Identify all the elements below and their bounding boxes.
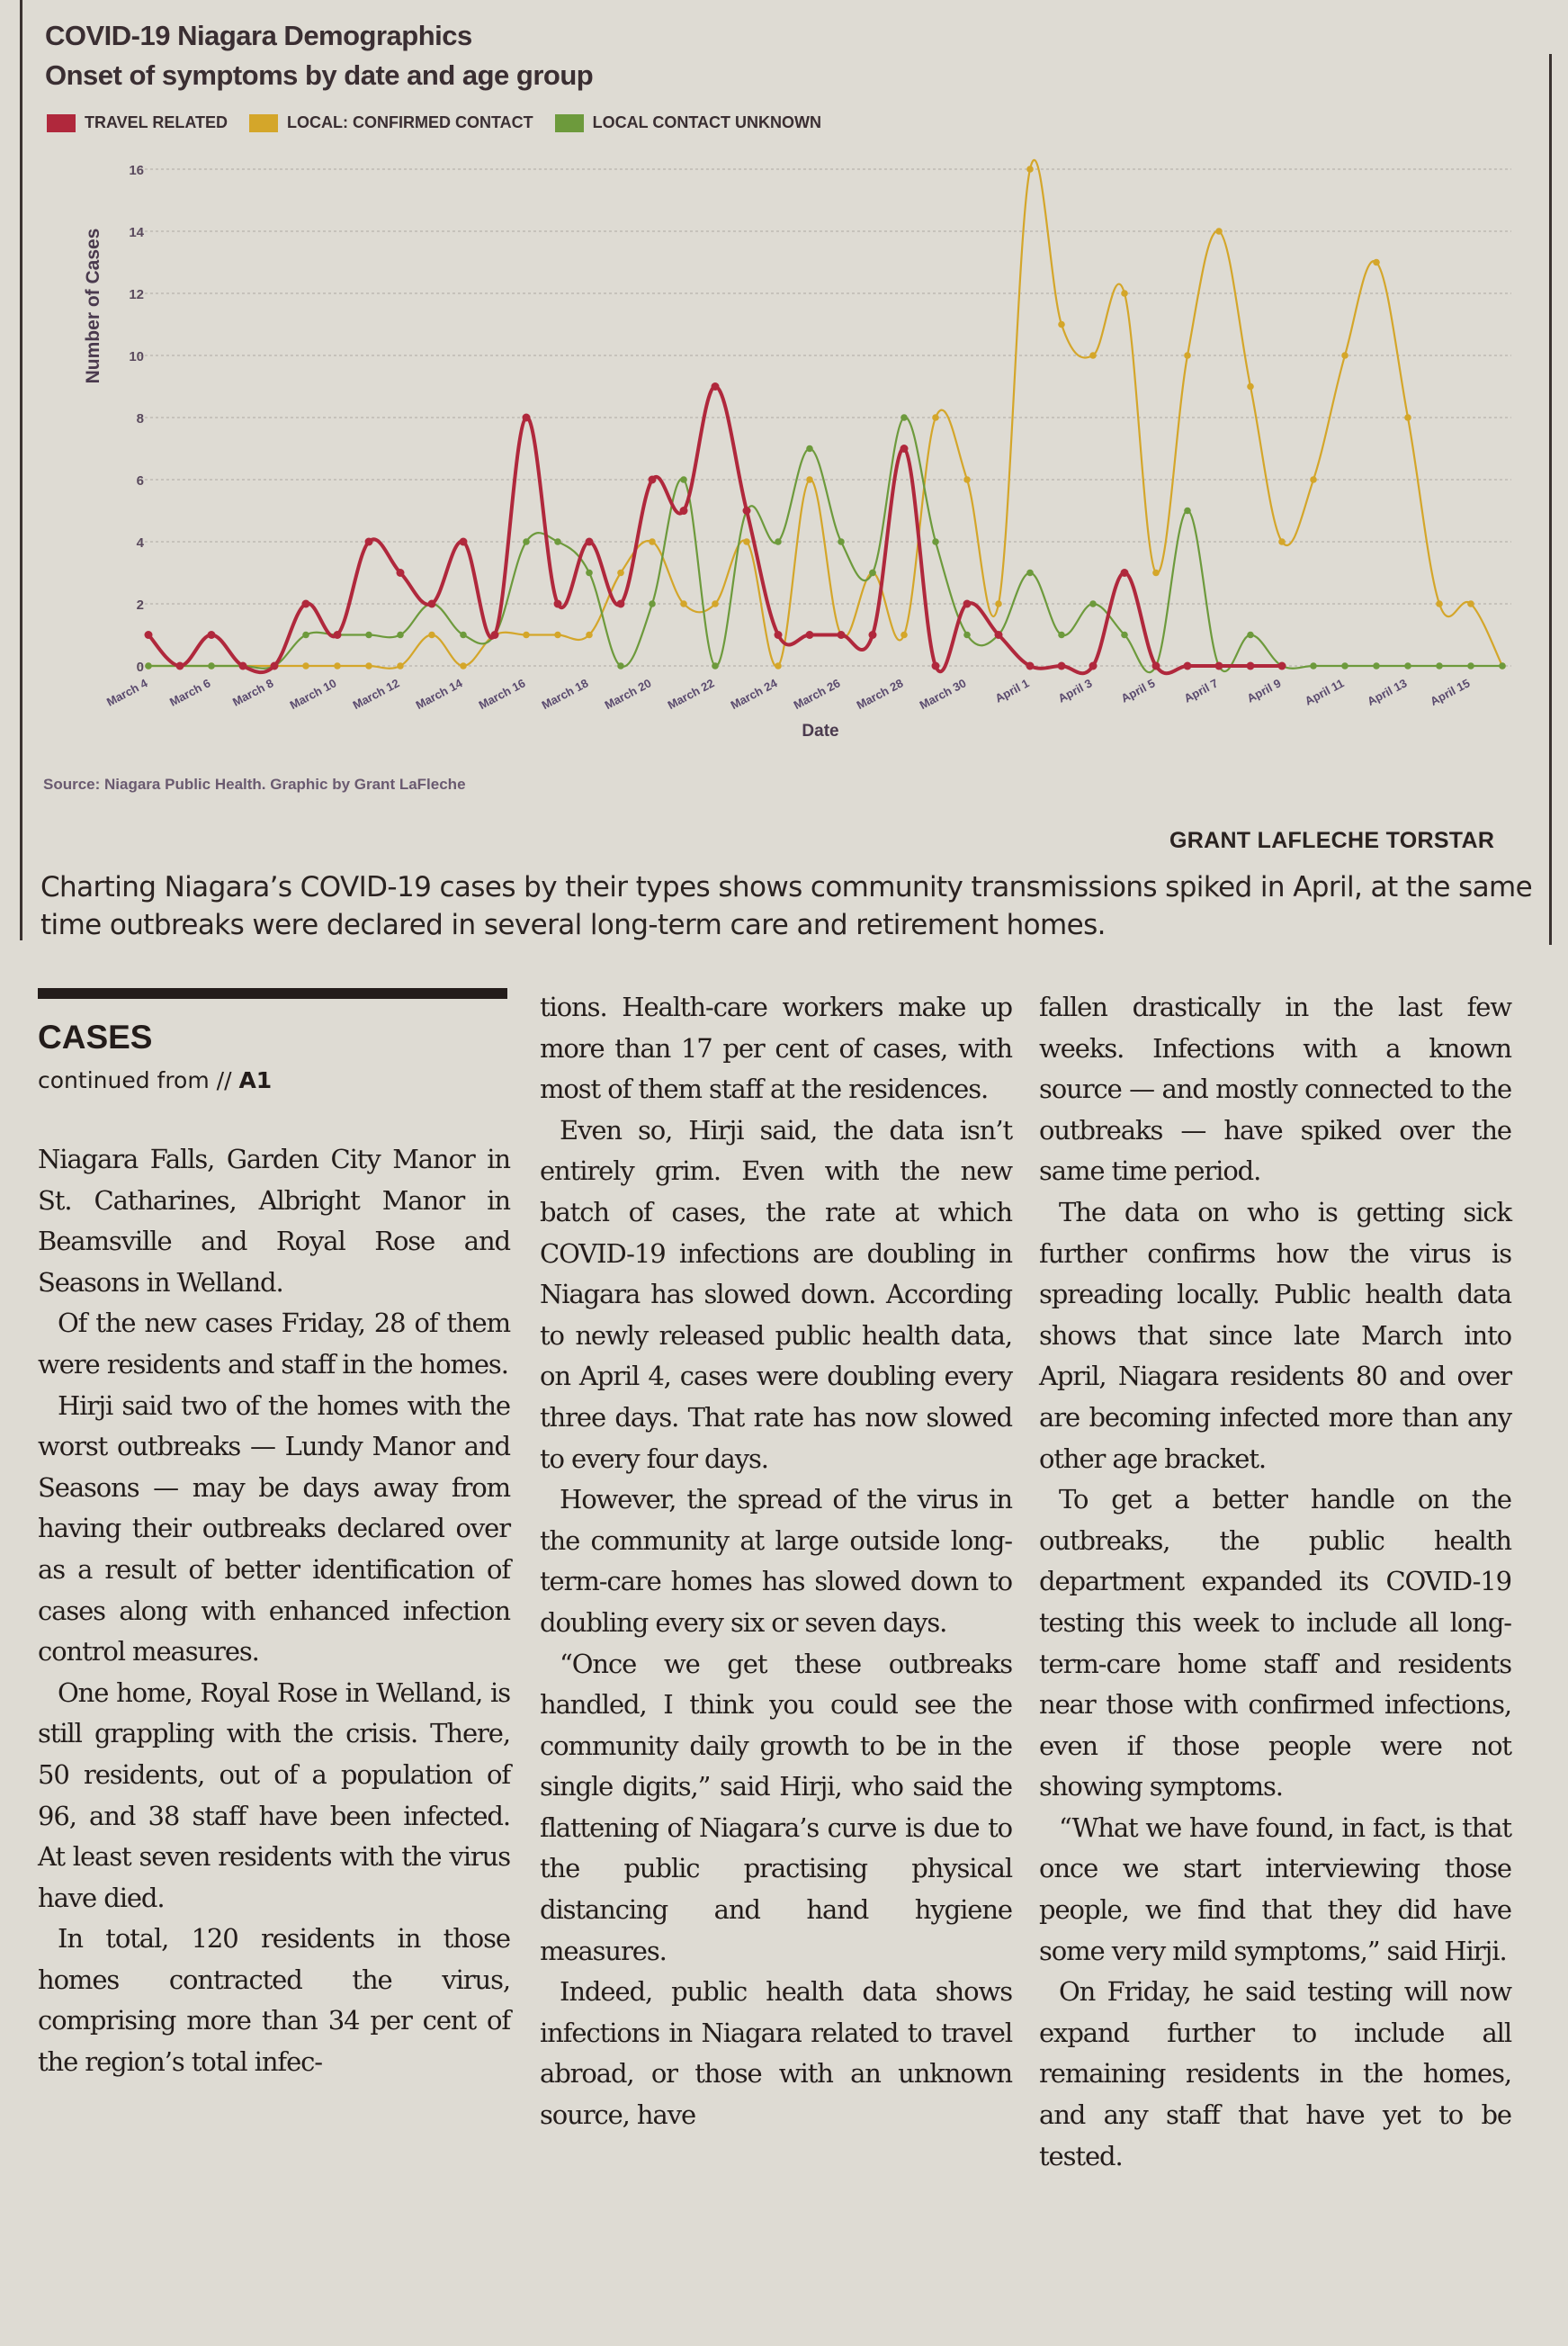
data-point [1404, 414, 1411, 421]
article-column-1 [38, 1139, 510, 2083]
paragraph: However, the spread of the virus in the community at large outside long-term-care homes has slowed down to doubling every six or seven days. [540, 1484, 1012, 1638]
data-point [1467, 600, 1474, 607]
legend-item-confirmed-contact [249, 113, 533, 132]
data-point [1247, 383, 1254, 391]
data-point [145, 662, 152, 670]
paragraph: In total, 120 residents in those homes contracted the virus, comprising more than 34 per cent of the region’s total infec- [38, 1923, 510, 2078]
x-tick-label: March 26 [791, 676, 843, 713]
data-point [649, 538, 656, 545]
data-point [1184, 352, 1191, 359]
data-point [1247, 662, 1255, 670]
data-point [1121, 569, 1129, 577]
x-tick-label: March 20 [602, 676, 654, 713]
data-point [208, 662, 215, 670]
data-point [869, 631, 877, 639]
data-point [554, 600, 562, 608]
data-point [617, 570, 624, 577]
x-tick-label: April 13 [1365, 676, 1410, 709]
chart-subtitle: Onset of symptoms by date and age group [45, 59, 594, 91]
data-point [208, 631, 216, 639]
data-point [838, 538, 845, 545]
legend-item-travel [47, 113, 228, 132]
legend-swatch-travel [47, 114, 76, 132]
y-tick-label: 10 [129, 349, 144, 364]
data-point [806, 445, 813, 453]
chart-source: Source: Niagara Public Health. Graphic by Grant LaFleche [43, 776, 466, 793]
data-point [1215, 228, 1223, 235]
y-axis-label: Number of Cases [83, 228, 103, 384]
data-point [1310, 476, 1317, 483]
photo-credit: GRANT LAFLECHE TORSTAR [1169, 828, 1495, 853]
data-point [1121, 632, 1128, 639]
data-point [743, 538, 750, 545]
data-point [932, 414, 939, 421]
data-point [963, 600, 972, 608]
data-point [900, 445, 909, 453]
jump-line-page: A1 [238, 1067, 273, 1093]
data-point [428, 600, 436, 608]
data-point [523, 414, 531, 422]
x-tick-label: March 22 [665, 676, 717, 713]
series-travel-related [145, 382, 1286, 673]
data-point [712, 662, 719, 670]
data-point [523, 632, 530, 639]
y-tick-label: 6 [136, 473, 144, 489]
data-point [1215, 662, 1223, 670]
data-point [302, 632, 309, 639]
data-point [1184, 662, 1192, 670]
x-tick-label: April 9 [1244, 676, 1284, 706]
line-chart [0, 135, 1568, 765]
series-line [148, 387, 1282, 674]
y-tick-label: 0 [136, 660, 144, 675]
legend-label-contact-unknown: LOCAL CONTACT UNKNOWN [592, 113, 821, 131]
data-point [680, 600, 687, 607]
article-column-3 [1039, 987, 1511, 2177]
data-point [554, 632, 561, 639]
data-point [712, 382, 720, 391]
data-point [900, 632, 908, 639]
paragraph: fallen drastically in the last few weeks. Infections with a known source — and mostly connected to the outbreaks — have spiked over the same time period. [1039, 992, 1511, 1187]
data-point [838, 631, 846, 639]
data-point [680, 507, 688, 515]
paragraph: Indeed, public health data shows infections in Niagara related to travel abroad, or those with an unknown source, have [540, 1976, 1012, 2131]
paragraph: Hirji said two of the homes with the worst outbreaks — Lundy Manor and Seasons — may be days away from having their outbreaks declared over as a result of better identification of cases along with enhanced infection control measures. [38, 1389, 510, 1667]
data-point [1152, 570, 1160, 577]
data-point [743, 507, 751, 515]
data-point [1026, 662, 1035, 670]
y-tick-label: 2 [136, 598, 144, 613]
paragraph: “What we have found, in fact, is that once we start interviewing those people, we find that they did have some very mild symptoms,” said Hirji. [1039, 1811, 1511, 1966]
data-point [1089, 352, 1097, 359]
chart-series [145, 160, 1506, 673]
jump-line [38, 1067, 272, 1093]
data-point [680, 476, 687, 483]
legend-item-contact-unknown [555, 113, 821, 132]
legend-swatch-confirmed-contact [249, 114, 278, 132]
data-point [1373, 259, 1380, 266]
data-point [995, 631, 1003, 639]
data-point [397, 569, 405, 577]
x-axis-ticks [104, 676, 1472, 712]
x-tick-label: March 10 [287, 676, 339, 713]
y-axis-ticks [129, 163, 144, 675]
paragraph: Niagara Falls, Garden City Manor in St. Catharines, Albright Manor in Beamsville and Royal Rose and Seasons in Welland. [38, 1144, 510, 1298]
legend-label-confirmed-contact: LOCAL: CONFIRMED CONTACT [287, 113, 533, 131]
data-point [1247, 632, 1254, 639]
data-point [334, 631, 342, 639]
figure-caption: Charting Niagara’s COVID-19 cases by their types shows community transmissions spiked in April, at the same time outbreaks were declared in several long-term care and retirement homes. [40, 871, 1533, 941]
data-point [271, 662, 279, 670]
x-tick-label: March 30 [917, 676, 969, 713]
data-point [649, 476, 657, 484]
paragraph: tions. Health-care workers make up more than 17 per cent of cases, with most of them staff at the residences. [540, 992, 1012, 1105]
x-tick-label: March 28 [854, 676, 906, 713]
data-point [1310, 662, 1317, 670]
data-point [775, 538, 782, 545]
data-point [586, 570, 593, 577]
y-tick-label: 16 [129, 163, 144, 178]
data-point [1058, 662, 1066, 670]
data-point [617, 600, 625, 608]
data-point [1467, 662, 1474, 670]
chart-title: COVID-19 Niagara Demographics [45, 20, 472, 51]
data-point [1278, 662, 1286, 670]
data-point [523, 538, 530, 545]
data-point [365, 662, 372, 670]
jump-line-prefix: continued from // [38, 1067, 239, 1093]
data-point [460, 662, 467, 670]
data-point [334, 662, 341, 670]
paragraph: On Friday, he said testing will now expand further to include all remaining residents in the homes, and any staff that have yet to be tested. [1039, 1976, 1511, 2171]
y-tick-label: 4 [136, 535, 144, 551]
data-point [554, 538, 561, 545]
data-point [712, 600, 719, 607]
data-point [586, 632, 593, 639]
x-tick-label: March 16 [476, 676, 528, 713]
data-point [176, 662, 184, 670]
data-point [1499, 662, 1506, 670]
legend-label-travel: TRAVEL RELATED [85, 113, 228, 131]
data-point [1152, 662, 1160, 670]
data-point [1026, 570, 1034, 577]
data-point [1089, 662, 1098, 670]
data-point [1436, 662, 1443, 670]
data-point [586, 538, 594, 546]
legend-swatch-contact-unknown [555, 114, 584, 132]
paragraph: Of the new cases Friday, 28 of them were residents and staff in the homes. [38, 1308, 510, 1380]
data-point [1436, 600, 1443, 607]
data-point [1373, 662, 1380, 670]
y-tick-label: 8 [136, 411, 144, 427]
data-point [302, 662, 309, 670]
data-point [963, 476, 971, 483]
data-point [1058, 632, 1065, 639]
article-kicker: CASES [38, 1019, 153, 1056]
data-point [239, 662, 247, 670]
data-point [900, 414, 908, 421]
article-column-2 [540, 987, 1012, 2136]
y-tick-label: 12 [129, 287, 144, 302]
data-point [1026, 166, 1034, 173]
x-axis-label: Date [802, 722, 839, 741]
x-tick-label: April 15 [1428, 676, 1473, 709]
data-point [1121, 290, 1128, 297]
data-point [1341, 352, 1348, 359]
data-point [1404, 662, 1411, 670]
data-point [995, 600, 1002, 607]
data-point [649, 600, 656, 607]
paragraph: The data on who is getting sick further confirms how the virus is spreading locally. Public health data shows that since late March into April, Niagara residents 80 and over are becoming infected more than any other age bracket. [1039, 1196, 1511, 1474]
data-point [869, 570, 876, 577]
x-tick-label: April 7 [1181, 676, 1221, 706]
y-tick-label: 14 [129, 225, 144, 240]
data-point [963, 632, 971, 639]
x-tick-label: March 6 [166, 676, 213, 709]
data-point [460, 538, 468, 546]
x-tick-label: April 5 [1118, 676, 1158, 706]
x-tick-label: March 24 [728, 676, 780, 713]
x-tick-label: April 3 [1055, 676, 1095, 706]
data-point [775, 631, 783, 639]
data-point [397, 632, 404, 639]
data-point [365, 632, 372, 639]
section-rule [38, 988, 507, 999]
data-point [302, 600, 310, 608]
x-tick-label: March 12 [350, 676, 402, 713]
x-tick-label: March 14 [413, 676, 465, 713]
data-point [460, 632, 467, 639]
x-tick-label: March 4 [103, 676, 150, 709]
data-point [1278, 538, 1286, 545]
paragraph: Even so, Hirji said, the data isn’t entirely grim. Even with the new batch of cases, the rate at which COVID-19 infections are doubling in Niagara has slowed down. According to newly released public health data, on April 4, cases were doubling every three days. That rate has now slowed to every four days. [540, 1114, 1012, 1474]
paragraph: “Once we get these outbreaks handled, I think you could see the community daily growth to be in the single digits,” said Hirji, who said the flattening of Niagara’s curve is due to the public practising physical distancing and hand hygiene measures. [540, 1648, 1012, 1966]
data-point [1184, 508, 1191, 515]
data-point [1089, 600, 1097, 607]
data-point [145, 631, 153, 639]
paragraph: One home, Royal Rose in Welland, is still grappling with the crisis. There, 50 residents, out of a population of 96, and 38 staff have been infected. At least seven residents with the virus have died. [38, 1676, 510, 1913]
data-point [932, 538, 939, 545]
data-point [617, 662, 624, 670]
x-tick-label: April 1 [992, 676, 1032, 706]
x-tick-label: March 8 [229, 676, 276, 709]
data-point [491, 631, 499, 639]
x-tick-label: March 18 [539, 676, 591, 713]
data-point [365, 538, 373, 546]
data-point [428, 632, 435, 639]
data-point [806, 631, 814, 639]
series-local-confirmed-contact [145, 160, 1506, 670]
x-tick-label: April 11 [1302, 676, 1347, 708]
data-point [806, 476, 813, 483]
data-point [775, 662, 782, 670]
paragraph: To get a better handle on the outbreaks, the public health department expanded its COVID-19 testing this week to include all long-term-care home staff and residents near those with confirmed infections, even if those people were not showing symptoms. [1039, 1484, 1511, 1802]
data-point [932, 662, 940, 670]
data-point [1058, 321, 1065, 328]
data-point [1341, 662, 1348, 670]
chart-legend [47, 113, 843, 132]
data-point [397, 662, 404, 670]
